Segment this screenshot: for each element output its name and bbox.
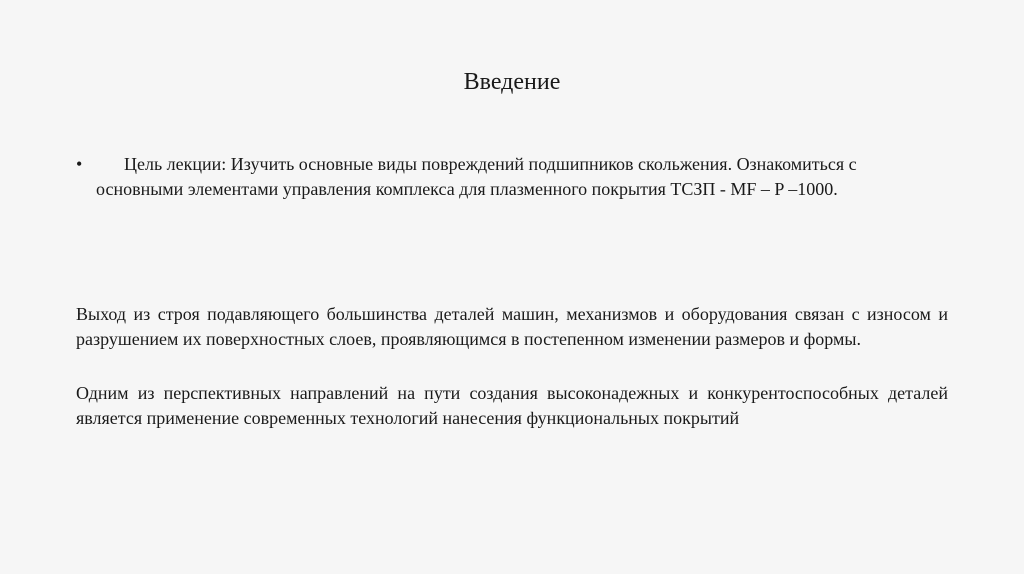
paragraph-wear: Выход из строя подавляющего большинства деталей машин, механизмов и оборудования связан с износом и разрушением их поверхностных слоев, проявляющимся в постепенном изменении размеров и формы. xyxy=(76,304,948,349)
slide-title: Введение xyxy=(463,69,561,95)
paragraph-coatings: Одним из перспективных направлений на пути создания высоконадежных и конкурентоспособных деталей является применение современных технологий нанесения функциональных покрытий xyxy=(76,383,948,428)
bullet-item xyxy=(76,152,956,202)
bullet-marker: • xyxy=(76,154,83,174)
lecture-goal-text: Цель лекции: Изучить основные виды повреждений подшипников скольжения. Ознакомиться с основными элементами управления комплекса для плазменного покрытия ТСЗП - MF – P –1000. xyxy=(96,154,857,199)
